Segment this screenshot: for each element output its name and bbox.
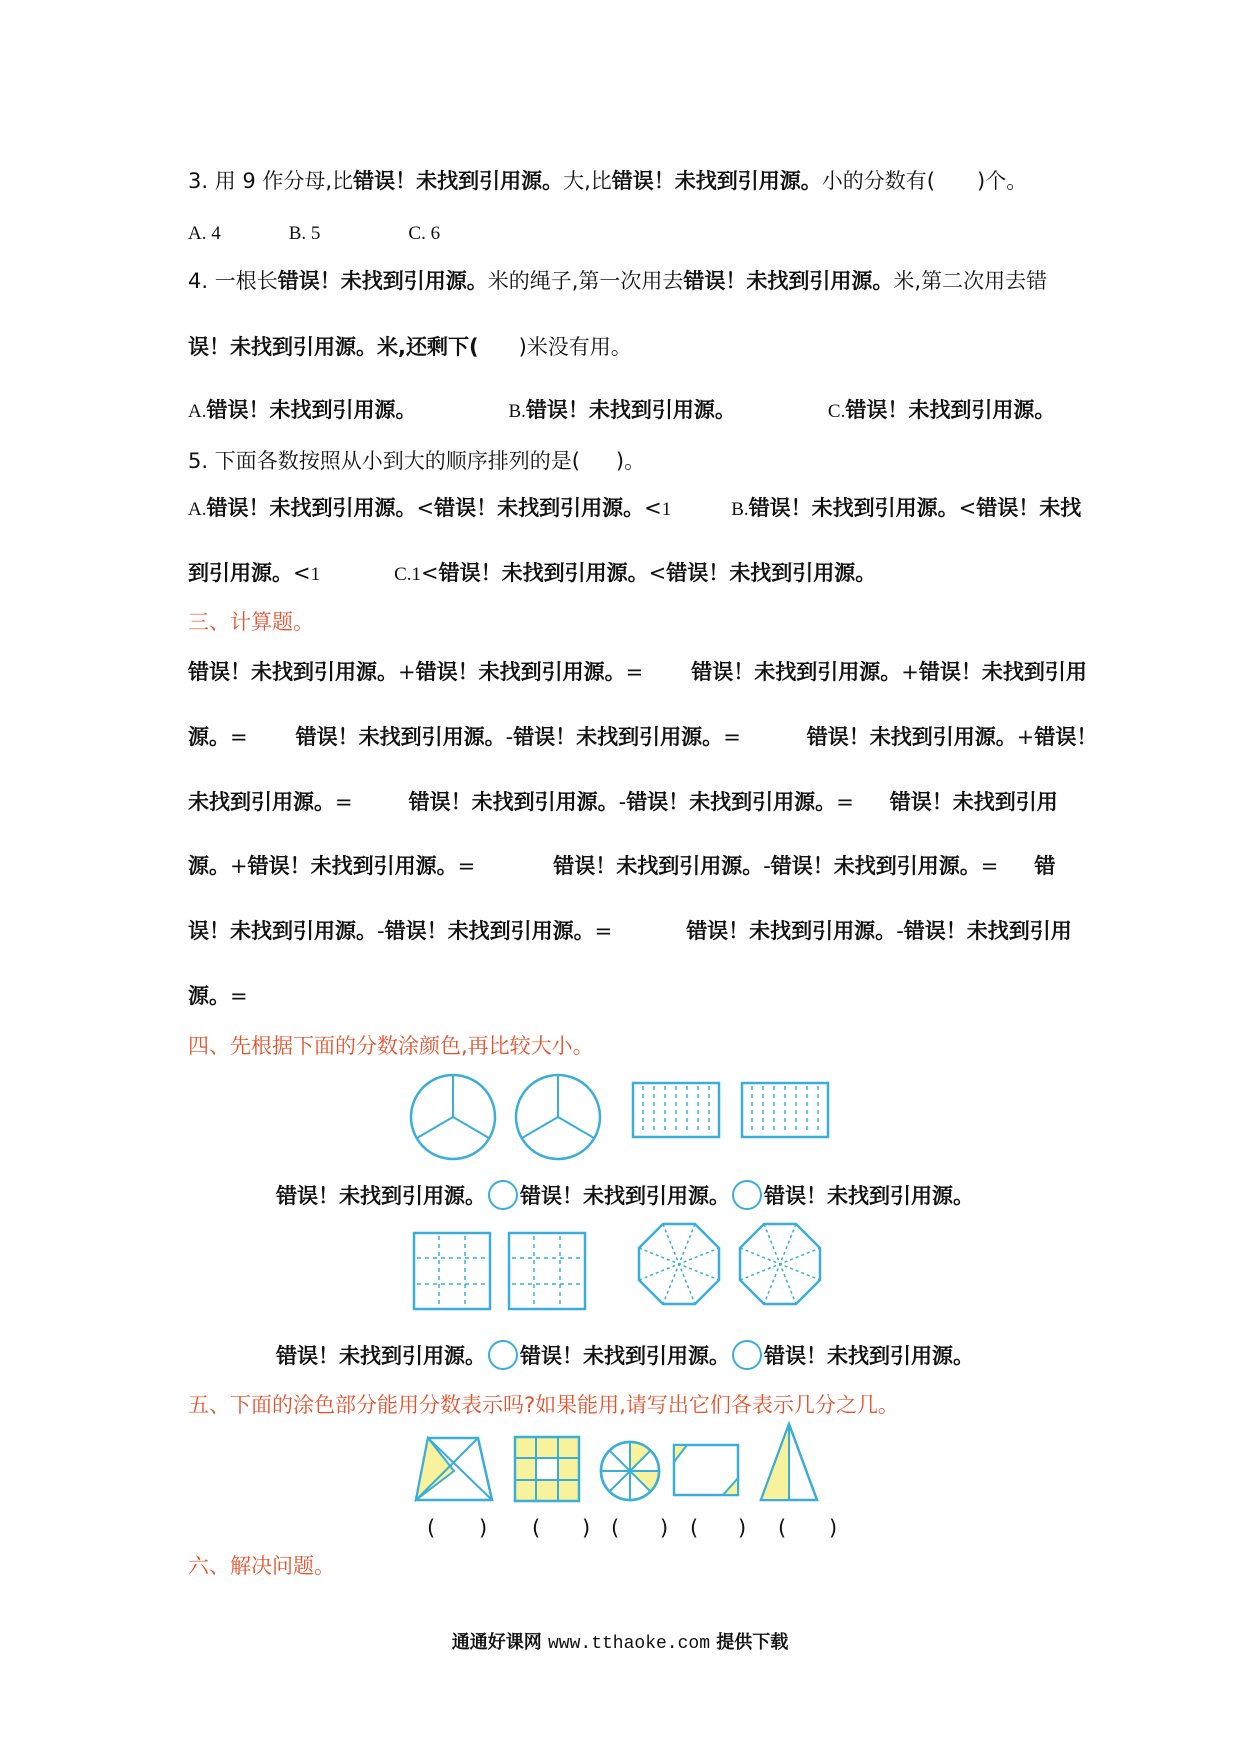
figure-circle-sectors-shaded	[599, 1440, 661, 1502]
question-4: 4. 一根长错误！未找到引用源。米的绳子,第一次用去错误！未找到引用源。米,第二次用去错	[188, 269, 1048, 293]
error-text: 错误！未找到引用源。	[353, 169, 564, 193]
figure-rect-columns-2	[741, 1082, 829, 1138]
calc-line-6: 源。=	[188, 984, 248, 1008]
figure-circle-thirds-2	[513, 1072, 603, 1162]
calc-line-2: 源。= 错误！未找到引用源。-错误！未找到引用源。= 错误！未找到引用源。+错误！	[188, 725, 1098, 749]
figure-square-grid-1	[413, 1232, 491, 1310]
figure-grid-shaded	[514, 1436, 580, 1502]
question-5-options-line2: 到引用源。<1 C.1<错误！未找到引用源。<错误！未找到引用源。	[188, 561, 877, 585]
figure-triangle-shaded	[759, 1422, 819, 1502]
figure-octagon-eighths-2	[738, 1222, 822, 1306]
page-footer: 通通好课网 www.tthaoke.com 提供下载	[451, 1632, 789, 1654]
question-3: 3. 用 9 作分母,比错误！未找到引用源。大,比错误！未找到引用源。小的分数有( )个。	[188, 169, 1028, 193]
section-4-title: 四、先根据下面的分数涂颜色,再比较大小。	[188, 1034, 594, 1058]
calc-line-3: 未找到引用源。= 错误！未找到引用源。-错误！未找到引用源。= 错误！未找到引用	[188, 790, 1058, 814]
option-c: C. 6	[408, 223, 441, 244]
calc-line-1: 错误！未找到引用源。+错误！未找到引用源。= 错误！未找到引用源。+错误！未找到引用	[188, 660, 1087, 684]
figure-octagon-eighths-1	[637, 1222, 721, 1306]
question-4-line2: 误！未找到引用源。米,还剩下( )米没有用。	[188, 335, 632, 359]
compare-row-2: 错误！未找到引用源。 错误！未找到引用源。 错误！未找到引用源。	[276, 1340, 974, 1371]
section-6-title: 六、解决问题。	[188, 1554, 335, 1578]
option-b: B. 5	[288, 223, 321, 244]
calc-line-5: 误！未找到引用源。-错误！未找到引用源。= 错误！未找到引用源。-错误！未找到引用	[188, 919, 1072, 943]
question-5: 5. 下面各数按照从小到大的顺序排列的是( )。	[188, 449, 646, 473]
section-3-title: 三、计算题。	[188, 610, 314, 634]
question-3-options	[188, 219, 440, 249]
option-a: A. 4	[188, 223, 221, 244]
compare-circle[interactable]	[732, 1340, 762, 1370]
figure-trapezoid-shaded	[414, 1436, 494, 1502]
error-text: 错误！未找到引用源。	[611, 169, 822, 193]
compare-circle[interactable]	[732, 1180, 762, 1210]
section-5-title: 五、下面的涂色部分能用分数表示吗?如果能用,请写出它们各表示几分之几。	[188, 1393, 899, 1417]
compare-row-1: 错误！未找到引用源。 错误！未找到引用源。 错误！未找到引用源。	[276, 1180, 974, 1211]
question-5-options: A.错误！未找到引用源。<错误！未找到引用源。<1 B.错误！未找到引用源。<错误！未找	[188, 496, 1082, 520]
footer-url[interactable]: www.tthaoke.com	[547, 1634, 711, 1654]
figure-square-grid-2	[508, 1232, 586, 1310]
compare-circle[interactable]	[488, 1180, 518, 1210]
figure-circle-thirds-1	[408, 1072, 498, 1162]
compare-circle[interactable]	[488, 1340, 518, 1370]
figure-rect-corners-shaded	[673, 1444, 739, 1496]
calc-line-4: 源。+错误！未找到引用源。= 错误！未找到引用源。-错误！未找到引用源。= 错	[188, 854, 1056, 878]
figure-rect-columns-1	[632, 1082, 720, 1138]
question-4-options: A.错误！未找到引用源。 B.错误！未找到引用源。 C.错误！未找到引用源。	[188, 398, 1056, 422]
